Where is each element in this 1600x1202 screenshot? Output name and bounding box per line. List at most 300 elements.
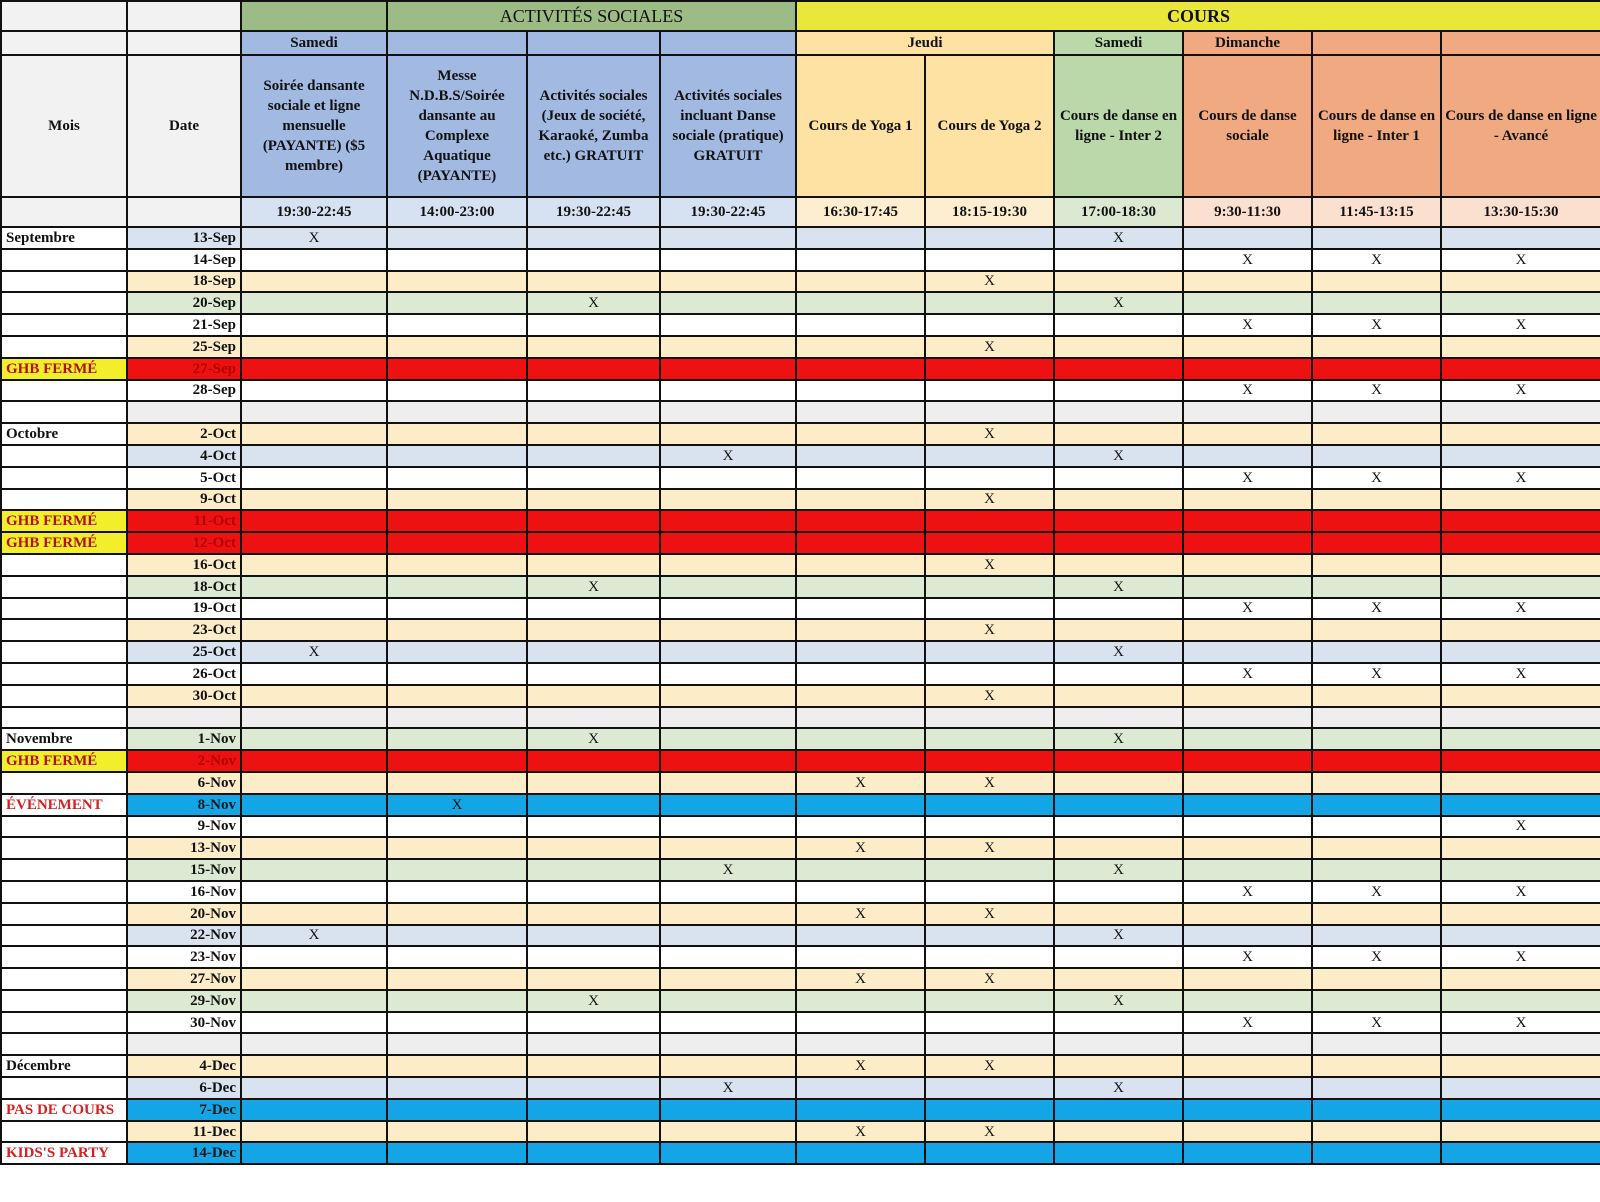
schedule-cell: [527, 532, 660, 554]
schedule-cell: [1441, 728, 1600, 750]
schedule-row: [1, 685, 1600, 707]
schedule-cell: [660, 663, 796, 685]
schedule-cell: [1312, 707, 1441, 729]
schedule-cell: [796, 598, 925, 620]
schedule-cell: [1312, 1121, 1441, 1143]
schedule-cell: [925, 816, 1054, 838]
activity-header: Cours de danse en ligne - Inter 2: [1054, 55, 1183, 197]
schedule-cell: [241, 1077, 387, 1099]
schedule-cell: [1183, 990, 1312, 1012]
schedule-cell: [387, 249, 527, 271]
schedule-cell: [1312, 685, 1441, 707]
row-date: 16-Oct: [127, 554, 241, 576]
schedule-cell: [527, 1121, 660, 1143]
row-date: 28-Sep: [127, 380, 241, 402]
row-month-label: [1, 663, 127, 685]
schedule-cell: X: [1441, 314, 1600, 336]
schedule-cell: [1183, 576, 1312, 598]
schedule-cell: [796, 750, 925, 772]
row-month-label: [1, 881, 127, 903]
schedule-cell: X: [241, 641, 387, 663]
row-month-label: [1, 1121, 127, 1143]
schedule-row: [1, 750, 1600, 772]
schedule-cell: [925, 380, 1054, 402]
schedule-cell: [1312, 292, 1441, 314]
schedule-cell: [387, 619, 527, 641]
schedule-cell: [1441, 903, 1600, 925]
row-date: 18-Sep: [127, 271, 241, 293]
schedule-cell: [1054, 358, 1183, 380]
schedule-cell: [527, 1033, 660, 1055]
schedule-cell: [796, 401, 925, 423]
schedule-cell: [527, 794, 660, 816]
schedule-cell: [1312, 772, 1441, 794]
row-month-label: [1, 271, 127, 293]
row-month-label: [1, 1077, 127, 1099]
schedule-cell: [387, 685, 527, 707]
schedule-cell: [527, 859, 660, 881]
schedule-cell: [1054, 663, 1183, 685]
schedule-cell: [527, 423, 660, 445]
schedule-cell: [387, 336, 527, 358]
schedule-cell: [387, 1099, 527, 1121]
schedule-cell: [1183, 1033, 1312, 1055]
schedule-cell: [1312, 816, 1441, 838]
schedule-cell: [660, 1142, 796, 1164]
schedule-cell: [241, 1033, 387, 1055]
schedule-cell: [660, 1055, 796, 1077]
schedule-cell: [796, 445, 925, 467]
row-date: 29-Nov: [127, 990, 241, 1012]
schedule-cell: [925, 314, 1054, 336]
schedule-cell: X: [660, 1077, 796, 1099]
activity-header: Activités sociales incluant Danse sociale (pratique) GRATUIT: [660, 55, 796, 197]
schedule-cell: [660, 968, 796, 990]
schedule-cell: [1054, 336, 1183, 358]
activity-time: 19:30-22:45: [241, 197, 387, 227]
schedule-cell: [660, 314, 796, 336]
row-date: 2-Oct: [127, 423, 241, 445]
schedule-cell: [527, 816, 660, 838]
schedule-cell: [1054, 816, 1183, 838]
schedule-cell: [241, 1099, 387, 1121]
schedule-cell: X: [1054, 227, 1183, 249]
schedule-cell: [796, 532, 925, 554]
schedule-cell: [1183, 1055, 1312, 1077]
schedule-row: [1, 946, 1600, 968]
schedule-cell: [1054, 968, 1183, 990]
schedule-cell: [1054, 401, 1183, 423]
schedule-cell: X: [1183, 249, 1312, 271]
schedule-cell: [1441, 750, 1600, 772]
schedule-row: [1, 925, 1600, 947]
schedule-cell: X: [1312, 946, 1441, 968]
schedule-cell: [387, 271, 527, 293]
row-month-label: [1, 576, 127, 598]
row-date: 27-Sep: [127, 358, 241, 380]
schedule-cell: [527, 1099, 660, 1121]
schedule-cell: [527, 314, 660, 336]
schedule-cell: [1312, 968, 1441, 990]
row-date: 6-Nov: [127, 772, 241, 794]
schedule-cell: [1312, 1142, 1441, 1164]
schedule-cell: [660, 532, 796, 554]
row-date: 26-Oct: [127, 663, 241, 685]
schedule-cell: [1312, 227, 1441, 249]
row-date: 14-Dec: [127, 1142, 241, 1164]
row-month-label: ÉVÉNEMENT: [1, 794, 127, 816]
schedule-cell: [1441, 271, 1600, 293]
schedule-cell: [796, 1012, 925, 1034]
schedule-cell: [387, 423, 527, 445]
schedule-cell: [1441, 641, 1600, 663]
schedule-cell: [387, 598, 527, 620]
day-jeudi: Jeudi: [796, 31, 1054, 55]
row-date: 30-Oct: [127, 685, 241, 707]
schedule-cell: [796, 249, 925, 271]
row-date: 4-Oct: [127, 445, 241, 467]
activity-time: 16:30-17:45: [796, 197, 925, 227]
activity-time: 18:15-19:30: [925, 197, 1054, 227]
schedule-cell: [1312, 728, 1441, 750]
schedule-cell: [241, 510, 387, 532]
time-header-row: [1, 197, 1600, 227]
schedule-cell: X: [796, 1055, 925, 1077]
schedule-cell: [1183, 227, 1312, 249]
row-month-label: GHB FERMÉ: [1, 532, 127, 554]
schedule-cell: [1183, 554, 1312, 576]
schedule-cell: [1441, 619, 1600, 641]
schedule-cell: X: [925, 489, 1054, 511]
schedule-cell: [527, 968, 660, 990]
schedule-cell: [660, 271, 796, 293]
day-samedi: Samedi: [241, 31, 387, 55]
row-month-label: [1, 685, 127, 707]
schedule-row: [1, 510, 1600, 532]
schedule-cell: [660, 380, 796, 402]
row-date: 6-Dec: [127, 1077, 241, 1099]
row-date: 18-Oct: [127, 576, 241, 598]
schedule-cell: [925, 510, 1054, 532]
schedule-cell: [527, 510, 660, 532]
schedule-cell: [1441, 707, 1600, 729]
schedule-row: [1, 881, 1600, 903]
schedule-cell: [660, 467, 796, 489]
schedule-cell: [241, 707, 387, 729]
row-month-label: [1, 837, 127, 859]
row-date: 20-Nov: [127, 903, 241, 925]
schedule-cell: [1054, 467, 1183, 489]
schedule-cell: [925, 990, 1054, 1012]
schedule-cell: [527, 619, 660, 641]
schedule-cell: [241, 598, 387, 620]
schedule-cell: [925, 445, 1054, 467]
schedule-cell: [925, 707, 1054, 729]
schedule-row: [1, 445, 1600, 467]
schedule-cell: [925, 1033, 1054, 1055]
schedule-row: [1, 423, 1600, 445]
schedule-cell: [1054, 772, 1183, 794]
schedule-cell: [1312, 1055, 1441, 1077]
row-month-label: GHB FERMÉ: [1, 510, 127, 532]
schedule-cell: [660, 292, 796, 314]
activity-header: Cours de danse sociale: [1183, 55, 1312, 197]
schedule-cell: [660, 1121, 796, 1143]
schedule-cell: [387, 576, 527, 598]
schedule-cell: [1054, 619, 1183, 641]
row-month-label: [1, 641, 127, 663]
schedule-cell: [1441, 1099, 1600, 1121]
schedule-cell: [527, 249, 660, 271]
schedule-cell: X: [1183, 946, 1312, 968]
schedule-cell: X: [1054, 292, 1183, 314]
schedule-cell: [1312, 510, 1441, 532]
schedule-cell: [925, 663, 1054, 685]
schedule-row: [1, 401, 1600, 423]
schedule-cell: [387, 816, 527, 838]
row-date: 11-Oct: [127, 510, 241, 532]
schedule-cell: [241, 532, 387, 554]
schedule-cell: [527, 772, 660, 794]
schedule-cell: X: [1441, 816, 1600, 838]
schedule-cell: [1441, 532, 1600, 554]
schedule-cell: [925, 794, 1054, 816]
schedule-cell: [796, 576, 925, 598]
activity-header: Cours de Yoga 1: [796, 55, 925, 197]
schedule-cell: [796, 467, 925, 489]
schedule-cell: [387, 707, 527, 729]
schedule-row: [1, 598, 1600, 620]
row-month-label: Décembre: [1, 1055, 127, 1077]
schedule-cell: [387, 1077, 527, 1099]
row-month-label: [1, 445, 127, 467]
row-date: [127, 707, 241, 729]
schedule-cell: [1183, 1142, 1312, 1164]
schedule-row: [1, 1142, 1600, 1164]
row-date: 16-Nov: [127, 881, 241, 903]
schedule-cell: [925, 401, 1054, 423]
schedule-cell: [241, 380, 387, 402]
schedule-row: [1, 1099, 1600, 1121]
schedule-cell: [387, 467, 527, 489]
schedule-cell: X: [1441, 946, 1600, 968]
schedule-cell: [796, 946, 925, 968]
schedule-cell: X: [387, 794, 527, 816]
row-month-label: [1, 903, 127, 925]
schedule-cell: [1441, 1121, 1600, 1143]
schedule-row: [1, 663, 1600, 685]
schedule-cell: [1183, 641, 1312, 663]
schedule-cell: [1183, 772, 1312, 794]
schedule-cell: [660, 249, 796, 271]
schedule-cell: [796, 881, 925, 903]
schedule-cell: [1441, 772, 1600, 794]
schedule-cell: X: [1183, 380, 1312, 402]
row-date: 7-Dec: [127, 1099, 241, 1121]
schedule-cell: [796, 1033, 925, 1055]
schedule-cell: [1441, 445, 1600, 467]
schedule-cell: [796, 271, 925, 293]
schedule-cell: [925, 467, 1054, 489]
schedule-row: [1, 837, 1600, 859]
schedule-row: [1, 1033, 1600, 1055]
row-month-label: [1, 467, 127, 489]
schedule-cell: [241, 467, 387, 489]
schedule-cell: [1441, 227, 1600, 249]
schedule-cell: [1183, 423, 1312, 445]
schedule-cell: [387, 728, 527, 750]
schedule-cell: [1441, 1077, 1600, 1099]
schedule-cell: [1312, 489, 1441, 511]
schedule-cell: [796, 816, 925, 838]
schedule-row: [1, 1121, 1600, 1143]
schedule-cell: [241, 619, 387, 641]
schedule-cell: [1054, 794, 1183, 816]
schedule-cell: [241, 292, 387, 314]
schedule-cell: [1183, 292, 1312, 314]
schedule-cell: X: [925, 1121, 1054, 1143]
row-date: 4-Dec: [127, 1055, 241, 1077]
schedule-cell: [1441, 358, 1600, 380]
schedule-cell: X: [1183, 314, 1312, 336]
schedule-cell: [387, 358, 527, 380]
group-cours-title: COURS: [796, 1, 1600, 31]
schedule-cell: X: [1054, 641, 1183, 663]
schedule-cell: [796, 1077, 925, 1099]
schedule-cell: [387, 990, 527, 1012]
schedule-cell: [1312, 401, 1441, 423]
schedule-cell: [925, 576, 1054, 598]
schedule-cell: [796, 292, 925, 314]
schedule-cell: [387, 1012, 527, 1034]
activity-header: Messe N.D.B.S/Soirée dansante au Complexe Aquatique (PAYANTE): [387, 55, 527, 197]
schedule-cell: [1183, 1121, 1312, 1143]
schedule-cell: [241, 423, 387, 445]
schedule-cell: [1054, 946, 1183, 968]
schedule-cell: [660, 925, 796, 947]
schedule-cell: [241, 968, 387, 990]
schedule-cell: [387, 881, 527, 903]
schedule-cell: [387, 663, 527, 685]
schedule-row: [1, 859, 1600, 881]
schedule-cell: [1312, 423, 1441, 445]
schedule-cell: [527, 881, 660, 903]
schedule-cell: [660, 946, 796, 968]
schedule-cell: [527, 663, 660, 685]
schedule-cell: [1183, 510, 1312, 532]
activity-time: 19:30-22:45: [527, 197, 660, 227]
schedule-cell: [796, 358, 925, 380]
schedule-cell: [1054, 1142, 1183, 1164]
schedule-cell: X: [925, 772, 1054, 794]
schedule-cell: [796, 510, 925, 532]
row-date: 23-Oct: [127, 619, 241, 641]
row-month-label: Septembre: [1, 227, 127, 249]
row-month-label: [1, 314, 127, 336]
schedule-cell: [660, 336, 796, 358]
schedule-cell: [1054, 489, 1183, 511]
row-month-label: [1, 619, 127, 641]
row-date: 20-Sep: [127, 292, 241, 314]
schedule-cell: [527, 925, 660, 947]
schedule-row: [1, 968, 1600, 990]
schedule-cell: [660, 728, 796, 750]
schedule-cell: [925, 358, 1054, 380]
schedule-cell: X: [1312, 598, 1441, 620]
schedule-cell: [660, 576, 796, 598]
schedule-cell: [1312, 1033, 1441, 1055]
schedule-cell: [796, 380, 925, 402]
schedule-cell: [1441, 1033, 1600, 1055]
row-date: 11-Dec: [127, 1121, 241, 1143]
schedule-cell: [527, 271, 660, 293]
schedule-cell: [527, 227, 660, 249]
schedule-cell: [1054, 510, 1183, 532]
row-month-label: [1, 968, 127, 990]
schedule-row: [1, 489, 1600, 511]
schedule-cell: [527, 903, 660, 925]
schedule-row: [1, 249, 1600, 271]
row-date: [127, 401, 241, 423]
col-header-mois: Mois: [1, 55, 127, 197]
schedule-cell: [241, 903, 387, 925]
schedule-cell: [1441, 576, 1600, 598]
schedule-cell: [1054, 271, 1183, 293]
schedule-cell: X: [527, 576, 660, 598]
schedule-cell: X: [1054, 925, 1183, 947]
schedule-cell: [387, 1055, 527, 1077]
activity-header: Soirée dansante sociale et ligne mensuelle (PAYANTE) ($5 membre): [241, 55, 387, 197]
schedule-cell: [1312, 1077, 1441, 1099]
row-date: 22-Nov: [127, 925, 241, 947]
activity-time: 19:30-22:45: [660, 197, 796, 227]
schedule-cell: [1441, 554, 1600, 576]
schedule-cell: [387, 750, 527, 772]
day-dimanche: Dimanche: [1183, 31, 1312, 55]
schedule-cell: [241, 358, 387, 380]
schedule-cell: [387, 946, 527, 968]
schedule-cell: [1312, 990, 1441, 1012]
schedule-cell: [1183, 816, 1312, 838]
schedule-cell: [796, 859, 925, 881]
schedule-cell: [925, 1012, 1054, 1034]
schedule-row: [1, 336, 1600, 358]
schedule-cell: X: [1312, 380, 1441, 402]
activity-time: 14:00-23:00: [387, 197, 527, 227]
schedule-cell: [1441, 990, 1600, 1012]
schedule-cell: [925, 1077, 1054, 1099]
schedule-cell: [241, 816, 387, 838]
schedule-cell: [796, 1099, 925, 1121]
schedule-cell: [1183, 489, 1312, 511]
schedule-cell: [1441, 794, 1600, 816]
row-date: 19-Oct: [127, 598, 241, 620]
row-month-label: [1, 489, 127, 511]
activity-time: 9:30-11:30: [1183, 197, 1312, 227]
schedule-cell: [925, 925, 1054, 947]
row-date: 25-Oct: [127, 641, 241, 663]
schedule-cell: [796, 619, 925, 641]
schedule-cell: X: [1441, 663, 1600, 685]
schedule-cell: [1183, 903, 1312, 925]
schedule-row: [1, 816, 1600, 838]
schedule-cell: [1183, 837, 1312, 859]
schedule-cell: X: [1312, 467, 1441, 489]
schedule-row: [1, 1077, 1600, 1099]
schedule-cell: X: [1312, 663, 1441, 685]
schedule-cell: [527, 707, 660, 729]
schedule-cell: [387, 510, 527, 532]
